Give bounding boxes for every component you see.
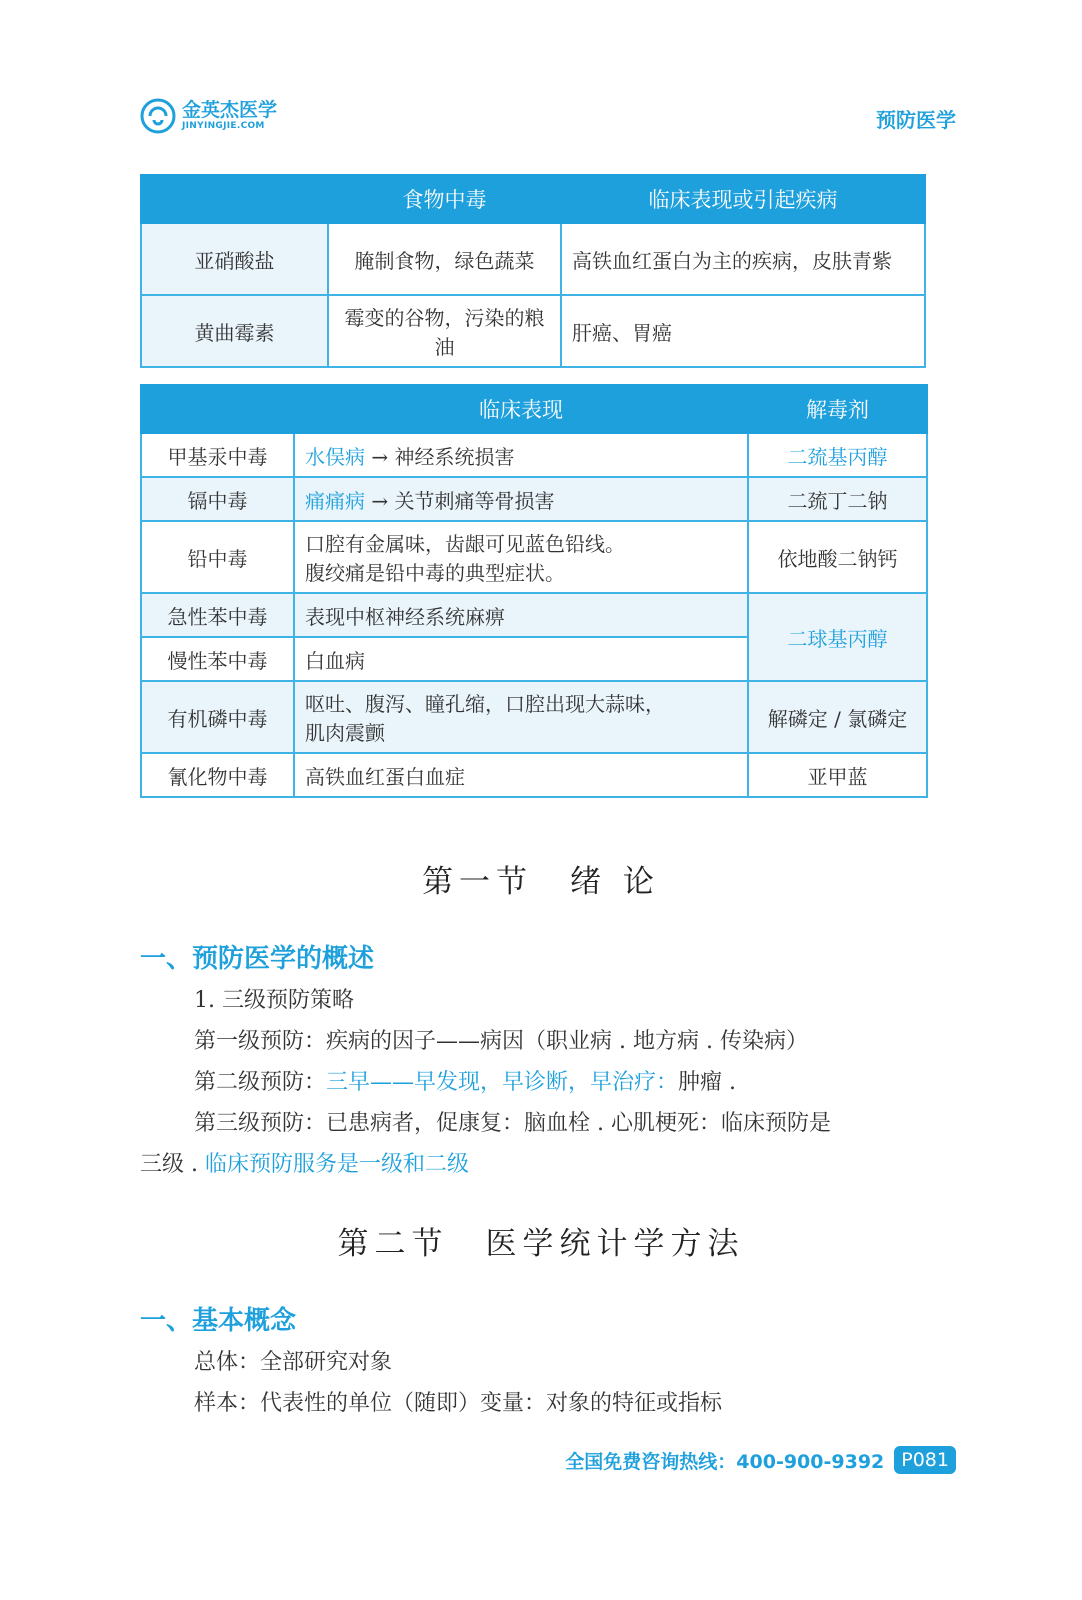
row-name: 甲基汞中毒 [141, 433, 294, 477]
section-2-body [140, 1342, 940, 1424]
level-2-rest: 肿瘤 . [678, 1070, 737, 1095]
logo-swirl-icon [140, 98, 176, 134]
row-name: 急性苯中毒 [141, 593, 294, 637]
brand-logo [140, 98, 277, 134]
table-row [141, 593, 927, 637]
header-cell-symptom: 临床表现 [294, 385, 748, 433]
prevention-level-3-line2 [140, 1144, 940, 1185]
row-effect: 高铁血红蛋白为主的疾病，皮肤青紫 [561, 223, 925, 295]
symptom-line-2: 肌肉震颤 [305, 721, 385, 745]
symptom-rest: → 神经系统损害 [365, 444, 515, 469]
symptom-highlight: 痛痛病 [305, 488, 365, 513]
row-antidote: 二巯丁二钠 [748, 477, 927, 521]
table-header-row [141, 385, 927, 433]
header-cell-food: 食物中毒 [328, 175, 561, 223]
row-antidote: 解磷定 / 氯磷定 [748, 681, 927, 753]
prevention-level-3-line1: 第三级预防：已患病者，促康复：脑血栓 . 心肌梗死：临床预防是 [194, 1111, 831, 1136]
section-1-body [140, 980, 940, 1185]
row-effect: 肝癌、胃癌 [561, 295, 925, 367]
row-symptom [294, 681, 748, 753]
table-row [141, 681, 927, 753]
row-symptom: 高铁血红蛋白血症 [294, 753, 748, 797]
header-cell-antidote: 解毒剂 [748, 385, 927, 433]
list-item-title: 1. 三级预防策略 [194, 988, 354, 1013]
row-name: 黄曲霉素 [141, 295, 328, 367]
table-row [141, 433, 927, 477]
page-footer [565, 1446, 956, 1474]
header-cell-effect: 临床表现或引起疾病 [561, 175, 925, 223]
section-2-title: 第二节 医学统计学方法 [337, 1226, 745, 1262]
row-symptom [294, 433, 748, 477]
row-antidote: 二巯基丙醇 [748, 433, 927, 477]
prevention-level-1: 第一级预防：疾病的因子——病因（职业病 . 地方病 . 传染病） [194, 1029, 808, 1054]
row-food: 霉变的谷物，污染的粮油 [328, 295, 561, 367]
row-symptom [294, 477, 748, 521]
row-symptom [294, 521, 748, 593]
table-header-row [141, 175, 925, 223]
level-3-highlight: 临床预防服务是一级和二级 [204, 1152, 469, 1177]
row-name: 亚硝酸盐 [141, 223, 328, 295]
row-symptom: 表现中枢神经系统麻痹 [294, 593, 748, 637]
hotline-text: 全国免费咨询热线：400-900-9392 [565, 1450, 885, 1473]
logo-english-name: JINYINGJIE.COM [182, 121, 265, 131]
prevention-level-2 [140, 1062, 940, 1103]
subject-title: 预防医学 [876, 108, 956, 132]
section-2-heading: 一、基本概念 [140, 1306, 297, 1336]
row-antidote-merged: 二球基丙醇 [748, 593, 927, 681]
row-food: 腌制食物，绿色蔬菜 [328, 223, 561, 295]
header-cell-empty [141, 175, 328, 223]
symptom-rest: → 关节刺痛等骨损害 [365, 488, 555, 513]
row-name: 慢性苯中毒 [141, 637, 294, 681]
symptom-line-1: 口腔有金属味，齿龈可见蓝色铅线。 [305, 532, 625, 556]
table-row [141, 295, 925, 367]
row-antidote: 依地酸二钠钙 [748, 521, 927, 593]
concept-sample: 样本：代表性的单位（随即）变量：对象的特征或指标 [194, 1391, 723, 1416]
logo-chinese-name: 金英杰医学 [182, 99, 278, 121]
symptom-highlight: 水俣病 [305, 444, 365, 469]
food-poisoning-table [140, 174, 926, 368]
table-row [141, 223, 925, 295]
section-1-heading: 一、预防医学的概述 [140, 944, 375, 974]
row-name: 氰化物中毒 [141, 753, 294, 797]
row-name: 铅中毒 [141, 521, 294, 593]
symptom-line-2: 腹绞痛是铅中毒的典型症状。 [305, 561, 565, 585]
row-name: 镉中毒 [141, 477, 294, 521]
poison-antidote-table [140, 384, 928, 798]
level-2-highlight: 三早——早发现，早诊断，早治疗： [326, 1070, 679, 1095]
symptom-line-1: 呕吐、腹泻、瞳孔缩，口腔出现大蒜味， [305, 692, 665, 716]
row-symptom: 白血病 [294, 637, 748, 681]
level-2-label: 第二级预防： [194, 1070, 327, 1095]
row-antidote: 亚甲蓝 [748, 753, 927, 797]
level-3-prefix: 三级 . [140, 1152, 205, 1177]
section-1-title: 第一节 绪 论 [422, 864, 660, 900]
table-row [141, 753, 927, 797]
concept-population: 总体：全部研究对象 [194, 1350, 393, 1375]
page-number-badge: P081 [894, 1446, 956, 1474]
table-row [141, 477, 927, 521]
table-row [141, 521, 927, 593]
header-cell-empty [141, 385, 294, 433]
row-name: 有机磷中毒 [141, 681, 294, 753]
